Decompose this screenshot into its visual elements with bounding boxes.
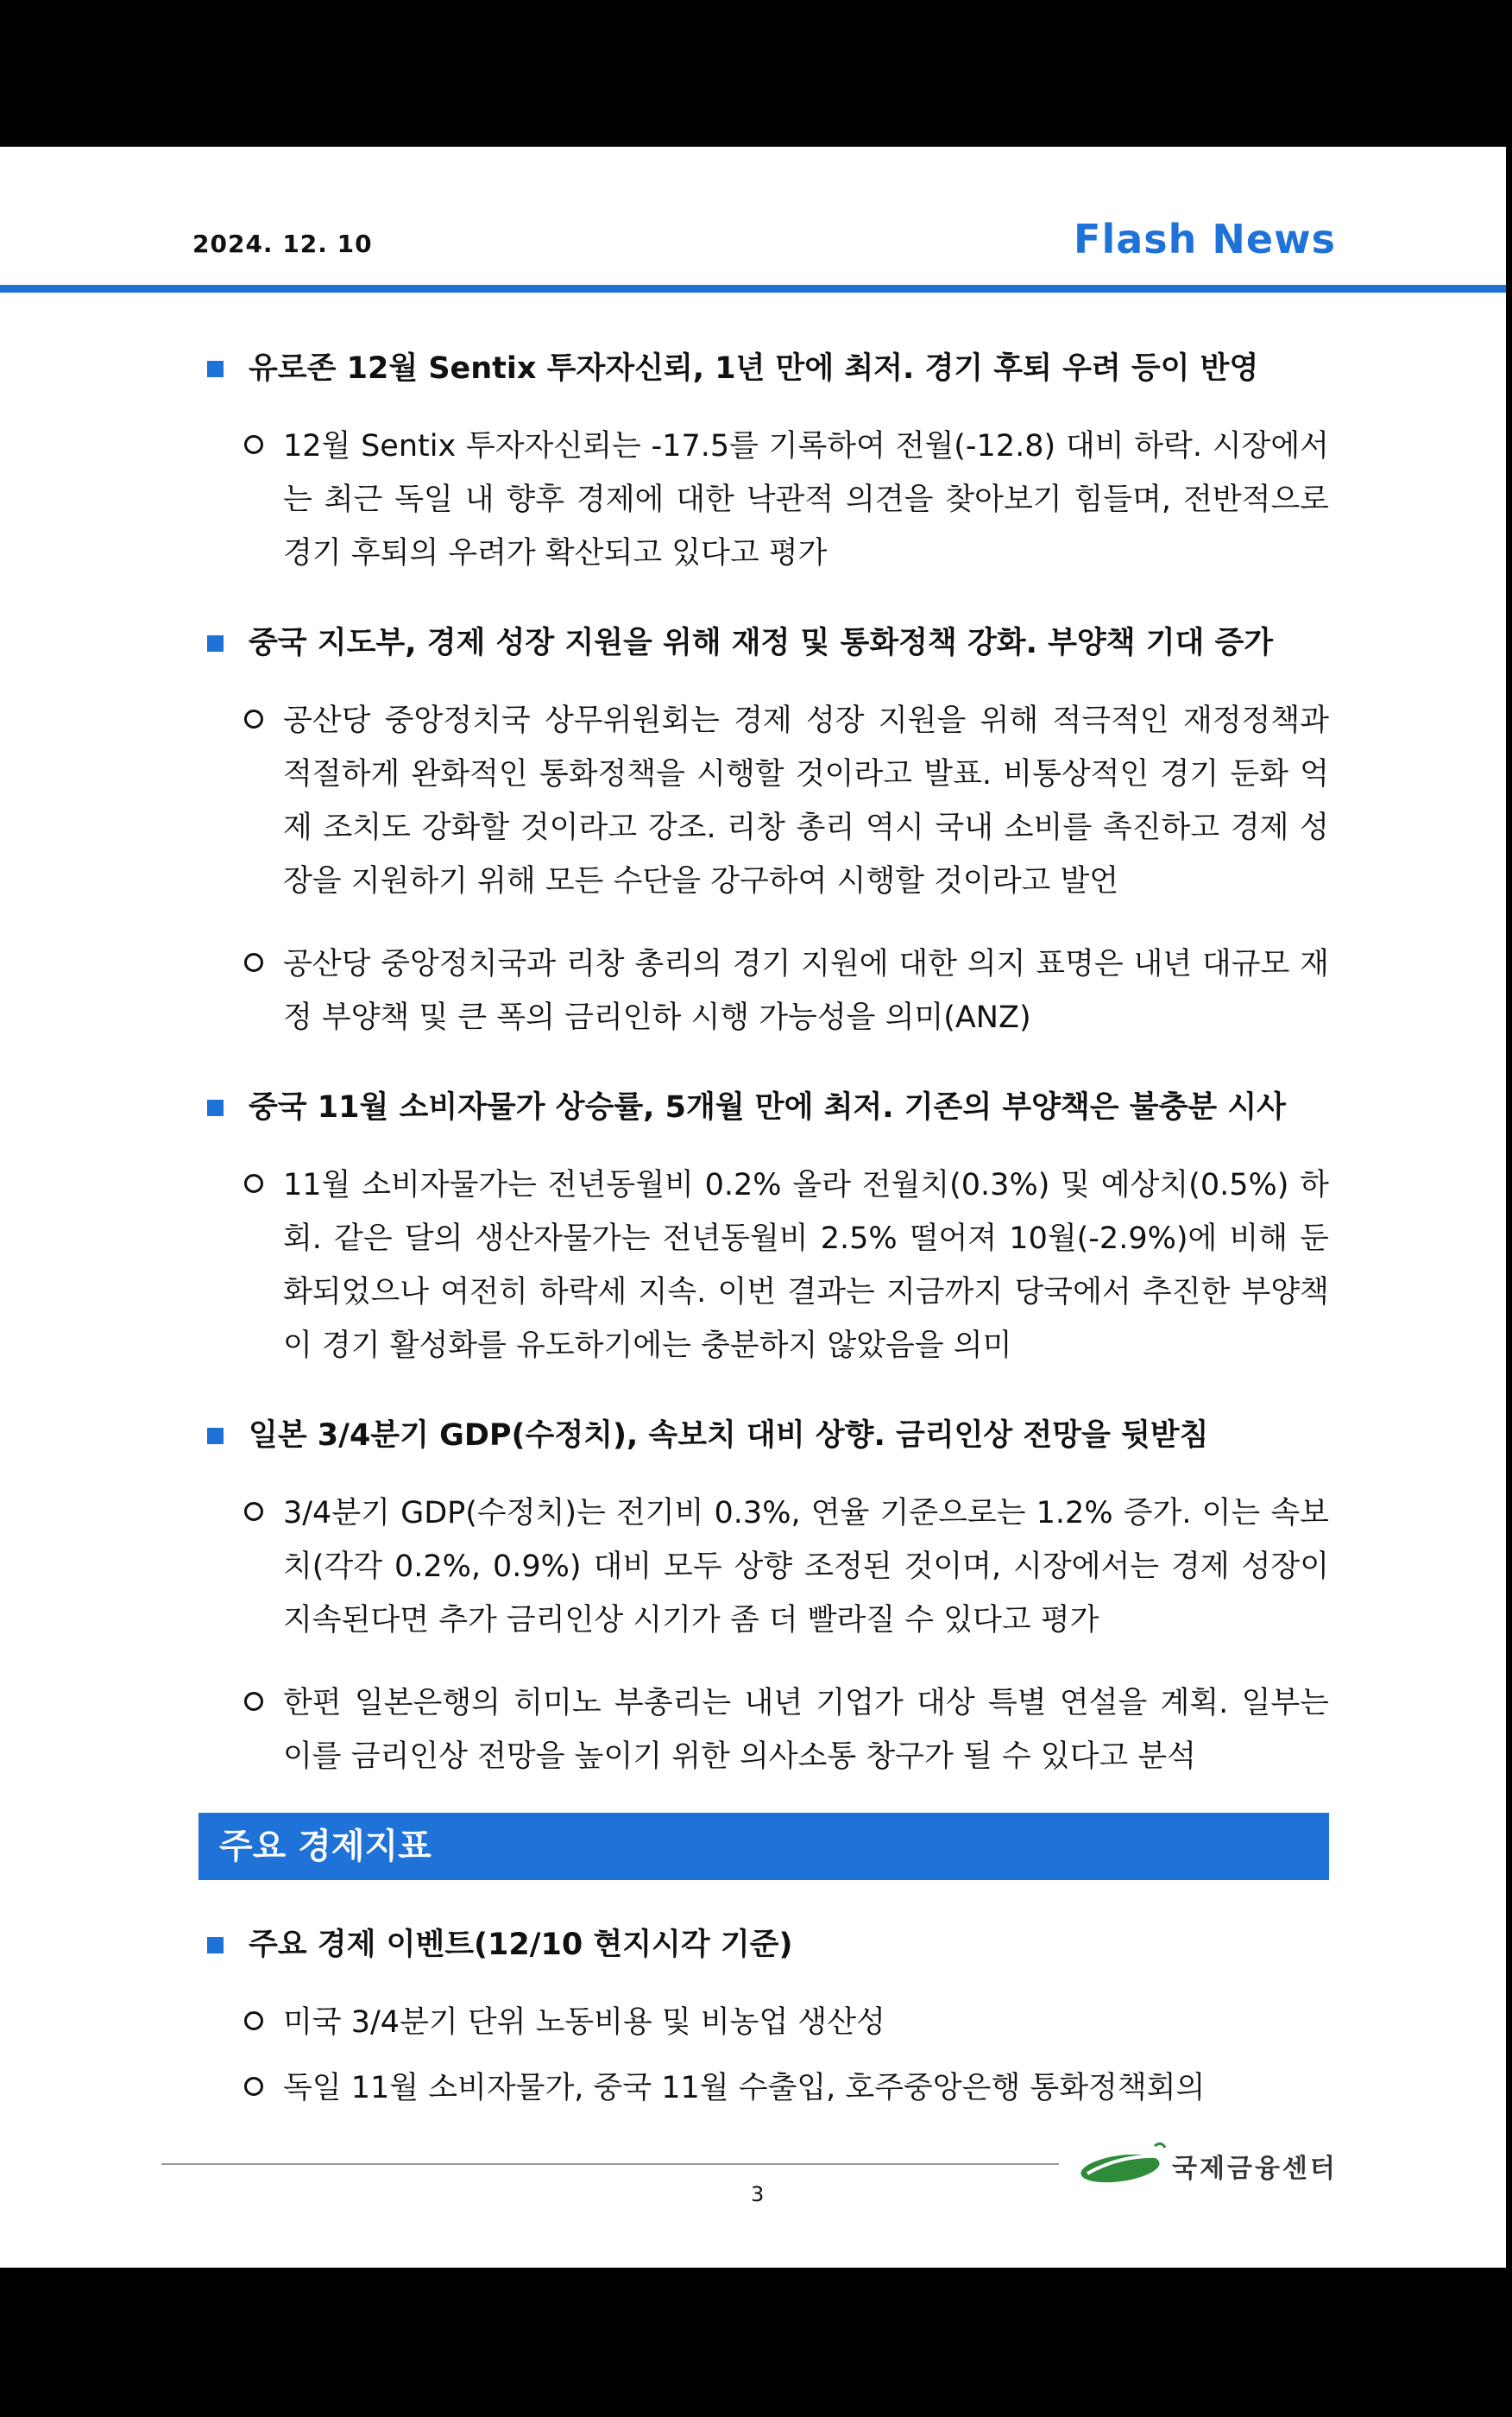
header-divider: [0, 285, 1506, 293]
heading-text: 중국 지도부, 경제 성장 지원을 위해 재정 및 통화정책 강화. 부양책 기대 증가: [249, 626, 1274, 660]
circle-bullet-icon: [244, 953, 263, 972]
footer-divider: [161, 2163, 1059, 2165]
news-heading: [198, 1086, 1329, 1129]
news-bullet: [198, 1486, 1329, 1647]
circle-bullet-icon: [244, 2011, 263, 2030]
circle-bullet-icon: [244, 2077, 263, 2096]
bullet-text: 한편 일본은행의 히미노 부총리는 내년 기업가 대상 특별 연설을 계획. 일부는 이를 금리인상 전망을 높이기 위한 의사소통 창구가 될 수 있다고 분석: [283, 1686, 1329, 1774]
news-bullet: [198, 694, 1329, 908]
bullet-text: 미국 3/4분기 단위 노동비용 및 비농업 생산성: [283, 2005, 885, 2040]
report-date: 2024. 12. 10: [192, 230, 373, 258]
news-heading: [198, 347, 1329, 390]
page-number: 3: [751, 2182, 765, 2206]
events-heading: [198, 1923, 1329, 1966]
circle-bullet-icon: [244, 1174, 263, 1193]
news-bullet: [198, 420, 1329, 580]
bullet-text: 11월 소비자물가는 전년동월비 0.2% 올라 전월치(0.3%) 및 예상치(0.5%) 하회. 같은 달의 생산자물가는 전년동월비 2.5% 떨어져 10월(-2.9%)에 비해 둔화되었으나 여전히 하락세 지속. 이번 결과는 지금까지 당국에서 추진한 부양책이 경기 활성화를 유도하기에는 충분하지 않았음을 의미: [283, 1168, 1329, 1363]
main-content: [198, 347, 1329, 2127]
event-item: [198, 1996, 1329, 2049]
event-item: [198, 2061, 1329, 2115]
news-bullet: [198, 1676, 1329, 1783]
news-heading: [198, 622, 1329, 665]
bullet-text: 독일 11월 소비자물가, 중국 11월 수출입, 호주중앙은행 통화정책회의: [283, 2071, 1206, 2105]
heading-text: 유로존 12월 Sentix 투자자신뢰, 1년 만에 최저. 경기 후퇴 우려 등이 반영: [249, 351, 1259, 386]
logo-text: 국제금융센터: [1172, 2154, 1338, 2184]
square-bullet-icon: [207, 1937, 224, 1953]
news-bullet: [198, 937, 1329, 1044]
bullet-text: 공산당 중앙정치국 상무위원회는 경제 성장 지원을 위해 적극적인 재정정책과 적절하게 완화적인 통화정책을 시행할 것이라고 발표. 비통상적인 경기 둔화 억제 조치도 강화할 것이라고 강조. 리창 총리 역시 국내 소비를 촉진하고 경제 성장을 지원하기 위해 모든 수단을 강구하여 시행할 것이라고 발언: [283, 704, 1329, 899]
heading-text: 중국 11월 소비자물가 상승률, 5개월 만에 최저. 기존의 부양책은 불충분 시사: [249, 1090, 1286, 1125]
circle-bullet-icon: [244, 1692, 263, 1711]
circle-bullet-icon: [244, 435, 263, 454]
news-bullet: [198, 1158, 1329, 1373]
brand-title: Flash News: [1074, 216, 1336, 262]
bullet-text: 3/4분기 GDP(수정치)는 전기비 0.3%, 연율 기준으로는 1.2% 증가. 이는 속보치(각각 0.2%, 0.9%) 대비 모두 상향 조정된 것이며, 시장에서는 경제 성장이 지속된다면 추가 금리인상 시기가 좀 더 빨라질 수 있다고 평가: [283, 1496, 1329, 1638]
square-bullet-icon: [207, 1100, 224, 1116]
bullet-text: 12월 Sentix 투자자신뢰는 -17.5를 기록하여 전월(-12.8) 대비 하락. 시장에서는 최근 독일 내 향후 경제에 대한 낙관적 의견을 찾아보기 힘들며, 전반적으로 경기 후퇴의 우려가 확산되고 있다고 평가: [283, 429, 1329, 571]
circle-bullet-icon: [244, 710, 263, 729]
square-bullet-icon: [207, 361, 224, 377]
square-bullet-icon: [207, 635, 224, 652]
heading-text: 일본 3/4분기 GDP(수정치), 속보치 대비 상향. 금리인상 전망을 뒷받침: [249, 1418, 1209, 1453]
document-page: [0, 147, 1506, 2268]
heading-text: 주요 경제 이벤트(12/10 현지시각 기준): [249, 1928, 793, 1962]
news-heading: [198, 1414, 1329, 1457]
circle-bullet-icon: [244, 1502, 263, 1521]
square-bullet-icon: [207, 1428, 224, 1444]
section-title-bar: 주요 경제지표: [198, 1813, 1329, 1880]
bullet-text: 공산당 중앙정치국과 리창 총리의 경기 지원에 대한 의지 표명은 내년 대규모 재정 부양책 및 큰 폭의 금리인하 시행 가능성을 의미(ANZ): [283, 947, 1329, 1035]
